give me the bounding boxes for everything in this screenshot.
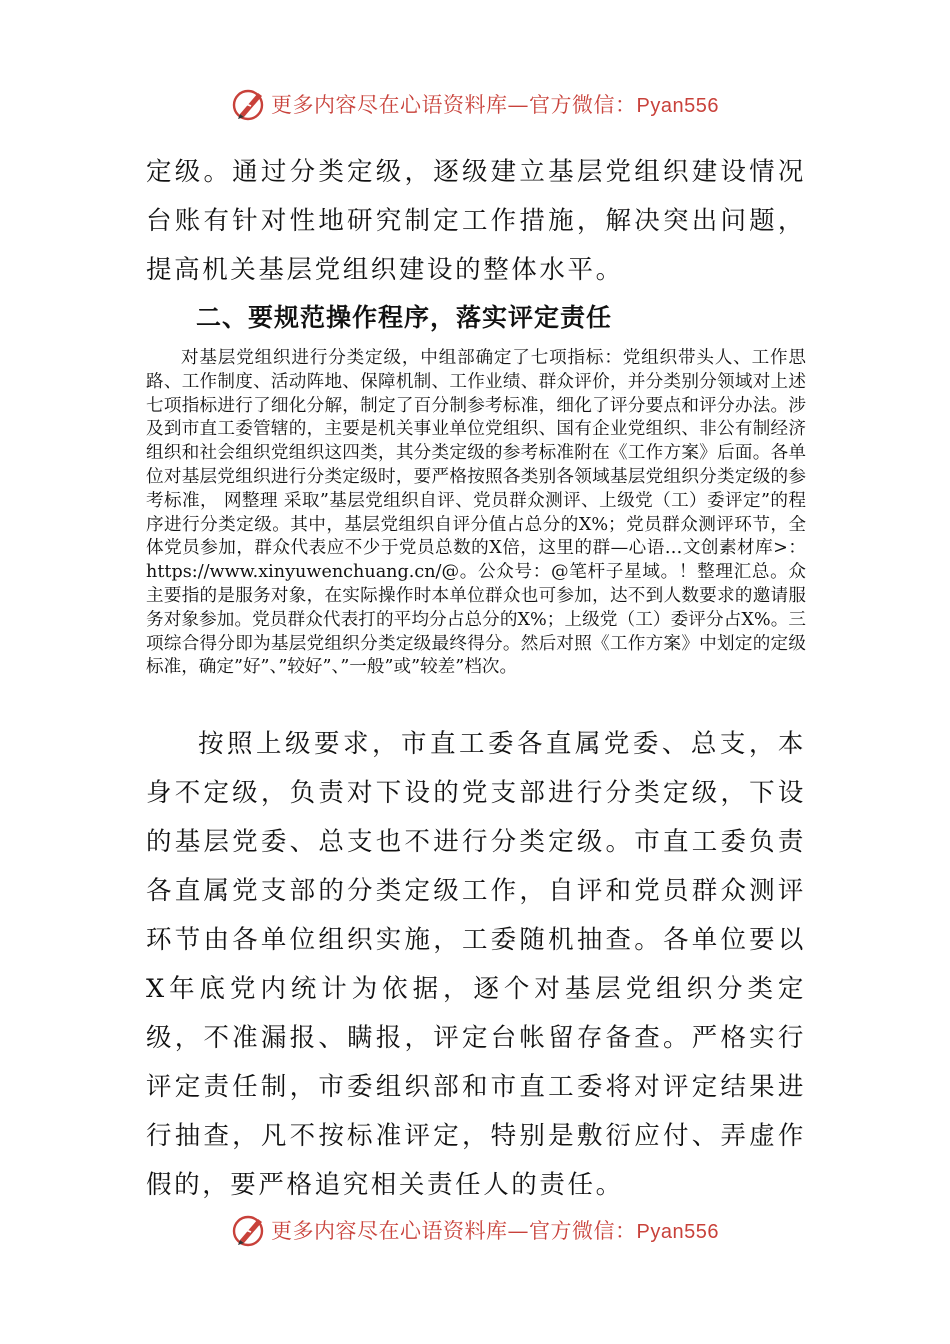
header-banner-text: 更多内容尽在心语资料库—官方微信：Pyan556 — [271, 93, 719, 117]
paragraph-1: 定级。通过分类定级，逐级建立基层党组织建设情况台账有针对性地研究制定工作措施，解决突出问题，提高机关基层党组织建设的整体水平。 — [146, 157, 806, 285]
section-heading: 二、要规范操作程序，落实评定责任 — [196, 303, 613, 332]
pen-logo-icon — [231, 86, 267, 122]
pen-logo-icon — [231, 1212, 267, 1248]
wechat-id: Pyan556 — [636, 1221, 719, 1243]
paragraph-2: 对基层党组织进行分类定级，中组部确定了七项指标：党组织带头人、工作思路、工作制度、活动阵地、保障机制、工作业绩、群众评价，并分类别分领域对上述七项指标进行了细化分解，制定了百分制参考标准，细化了评分要点和评分办法。涉及到市直工委管辖的，主要是机关事业单位党组织、国有企业党组织、非公有制经济组织和社会组织党组织这四类，其分类定级的参考标准附在《工作方案》后面。各单位对基层党组织进行分类定级时，要严格按照各类别各领域基层党组织分类定级的参考标准， 网整理 采取”基层党组织自评、党员群众测评、上级党（工）委评定”的程序进行分类定级。其中，基层党组织自评分值占总分的X%；党员群众测评环节，全体党员参加，群众代表应不少于党员总数的X倍，这里的群—心语…文创素材库>：https://www.xinyuwenchuang.cn/@。公众号：@笔杆子星域。！整理汇总。众主要指的是服务对象，在实际操作时本单位群众也可参加，达不到人数要求的邀请服务对象参加。党员群众代表打的平均分占总分的X%；上级党（工）委评分占X%。三项综合得分即为基层党组织分类定级最终得分。然后对照《工作方案》中划定的定级标准，确定”好”、”较好”、”一般”或”较差”档次。 — [146, 348, 806, 678]
header-banner — [0, 84, 950, 124]
paragraph-3: 按照上级要求，市直工委各直属党委、总支，本身不定级，负责对下设的党支部进行分类定级，下设的基层党委、总支也不进行分类定级。市直工委负责各直属党支部的分类定级工作，自评和党员群众测评环节由各单位组织实施，工委随机抽查。各单位要以X年底党内统计为依据，逐个对基层党组织分类定级，不准漏报、瞒报，评定台帐留存备查。严格实行评定责任制，市委组织部和市直工委将对评定结果进行抽查，凡不按标准评定，特别是敷衍应付、弄虚作假的，要严格追究相关责任人的责任。 — [146, 729, 806, 1200]
wechat-id: Pyan556 — [636, 95, 719, 117]
footer-banner-text: 更多内容尽在心语资料库—官方微信：Pyan556 — [271, 1219, 719, 1243]
footer-banner — [0, 1210, 950, 1250]
